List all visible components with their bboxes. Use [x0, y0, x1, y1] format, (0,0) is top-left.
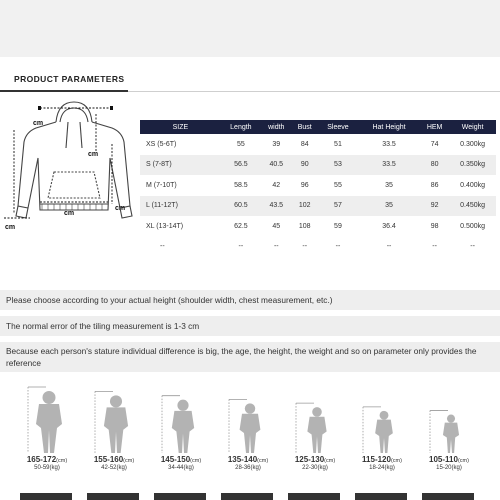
height-unit: (cm): [190, 458, 202, 464]
child-figure: [240, 403, 261, 453]
table-cell: 42: [272, 181, 281, 189]
height-range: [217, 455, 279, 464]
child-figure: [172, 400, 194, 453]
cm-label: cm: [33, 120, 44, 127]
table-cell: 60.5: [221, 196, 261, 217]
height-range: [150, 455, 212, 464]
table-cell: --: [432, 243, 437, 251]
table-cell: 55: [334, 181, 342, 189]
table-cell: 62.5: [234, 222, 248, 230]
table-cell: --: [335, 243, 341, 251]
child-silhouette-icon: [16, 385, 78, 455]
cm-label: cm: [64, 210, 75, 217]
height-unit: (cm): [123, 458, 135, 464]
column-header: HEM: [420, 120, 449, 134]
note-error: The normal error of the tiling measurement is 1-3 cm: [6, 321, 200, 331]
height-unit: (cm): [457, 458, 469, 464]
weight-range: 15-20(kg): [436, 465, 462, 471]
column-header: width: [261, 120, 292, 134]
child-figure: [443, 415, 459, 453]
ground-bar: [355, 493, 407, 500]
cm-label: cm: [88, 151, 99, 158]
table-cell: --: [160, 243, 165, 251]
table-cell: 90: [292, 155, 318, 176]
child-silhouette-icon: [351, 385, 413, 455]
table-cell: 0.450kg: [449, 196, 496, 217]
table-cell: 74: [430, 140, 439, 148]
table-row: [140, 155, 496, 176]
weight-range: 42-52(kg): [101, 465, 127, 471]
table-header-row: [140, 120, 496, 134]
table-cell: 80: [420, 155, 449, 176]
child-figure: [104, 395, 128, 453]
child-figure: [375, 411, 393, 453]
weight-range: 18-24(kg): [369, 465, 395, 471]
title-divider: [0, 91, 500, 92]
column-header: Hat Height: [358, 120, 420, 134]
height-unit: (cm): [257, 458, 269, 464]
table-cell: 0.500kg: [460, 222, 486, 230]
table-cell: 36.4: [382, 222, 396, 230]
child-figure: [36, 391, 62, 453]
size-guide-item: [83, 385, 145, 500]
size-guide-item: [351, 385, 413, 500]
column-header: Weight: [449, 120, 496, 134]
column-header: SIZE: [140, 120, 221, 134]
weight-range: 50-59(kg): [34, 465, 60, 471]
ground-bar: [288, 493, 340, 500]
child-silhouette-icon: [284, 385, 346, 455]
table-cell: 43.5: [261, 196, 292, 217]
child-figure: [307, 407, 326, 453]
table-cell: 45: [272, 222, 281, 230]
table-row: [140, 216, 496, 237]
top-banner: [0, 0, 500, 57]
table-cell: 0.350kg: [449, 155, 496, 176]
hoodie-icon: [0, 98, 135, 238]
height-range: [284, 455, 346, 464]
table-cell: 39: [272, 140, 281, 148]
cm-label: cm: [115, 205, 126, 212]
table-cell: M (7-10T): [146, 181, 177, 189]
height-value: 145-150: [160, 455, 191, 464]
table-cell: --: [238, 243, 244, 251]
table-cell: S (7-8T): [140, 155, 221, 176]
ground-bar: [154, 493, 206, 500]
table-cell: 35: [385, 181, 393, 189]
cm-label: cm: [5, 224, 16, 231]
table-cell: 0.400kg: [460, 181, 486, 189]
table-cell: 58.5: [234, 181, 248, 189]
table-cell: 56.5: [221, 155, 261, 176]
ground-bar: [221, 493, 273, 500]
table-cell: 92: [420, 196, 449, 217]
title-accent: [0, 90, 128, 92]
table-cell: 55: [236, 140, 245, 148]
table-cell: 0.300kg: [460, 140, 486, 148]
height-value: 105-110: [429, 455, 458, 464]
size-guide-item: [16, 385, 78, 500]
table-cell: XS (5-6T): [146, 140, 177, 148]
ground-bar: [20, 493, 72, 500]
weight-range: 22-30(kg): [302, 465, 328, 471]
table-cell: 98: [430, 222, 439, 230]
hoodie-diagram: [0, 98, 135, 238]
table-row: [140, 237, 496, 258]
table-cell: 33.5: [358, 155, 420, 176]
table-cell: 51: [334, 140, 342, 148]
table-cell: --: [273, 243, 279, 251]
note-height: Please choose according to your actual height (shoulder width, chest measurement, etc.): [6, 295, 333, 305]
table-cell: XL (13-14T): [146, 222, 184, 230]
table-cell: 84: [300, 140, 309, 148]
height-value: 125-130: [294, 455, 325, 464]
size-guide-item: [418, 385, 480, 500]
child-silhouette-icon: [83, 385, 145, 455]
height-value: 135-140: [227, 455, 258, 464]
note-reference: Because each person's stature individual difference is big, the age, the height, the weight and so on parameter only provides the reference: [6, 346, 477, 368]
weight-range: 34-44(kg): [168, 465, 194, 471]
table-cell: 102: [292, 196, 318, 217]
size-guide-item: [217, 385, 279, 500]
height-range: [418, 455, 480, 464]
size-guide-item: [284, 385, 346, 500]
height-value: 165-172: [26, 455, 57, 464]
height-range: [351, 455, 413, 464]
table-cell: 40.5: [261, 155, 292, 176]
table-cell: --: [302, 243, 308, 251]
table-cell: --: [386, 243, 392, 251]
size-table: [140, 120, 496, 257]
column-header: Length: [221, 120, 261, 134]
table-cell: 57: [318, 196, 358, 217]
table-cell: 35: [358, 196, 420, 217]
table-cell: L (11-12T): [140, 196, 221, 217]
child-silhouette-icon: [418, 385, 480, 455]
height-unit: (cm): [324, 458, 336, 464]
table-cell: 108: [298, 222, 311, 230]
height-value: 115-120: [362, 455, 391, 464]
child-silhouette-icon: [217, 385, 279, 455]
child-silhouette-icon: [150, 385, 212, 455]
ground-bar: [422, 493, 474, 500]
table-cell: 33.5: [382, 140, 396, 148]
size-guide-item: [150, 385, 212, 500]
table-cell: 96: [300, 181, 309, 189]
column-header: Sleeve: [318, 120, 358, 134]
weight-range: 28-36(kg): [235, 465, 261, 471]
table-cell: 86: [430, 181, 439, 189]
table-cell: 53: [318, 155, 358, 176]
height-value: 155-160: [93, 455, 124, 464]
height-range: [83, 455, 145, 464]
table-row: [140, 196, 496, 217]
table-cell: --: [470, 243, 475, 251]
table-cell: 59: [334, 222, 342, 230]
column-header: Bust: [292, 120, 318, 134]
table-row: [140, 175, 496, 196]
table-row: [140, 134, 496, 155]
height-unit: (cm): [390, 458, 402, 464]
height-range: [16, 455, 78, 464]
ground-bar: [87, 493, 139, 500]
section-title: PRODUCT PARAMETERS: [14, 74, 125, 84]
height-unit: (cm): [56, 458, 68, 464]
